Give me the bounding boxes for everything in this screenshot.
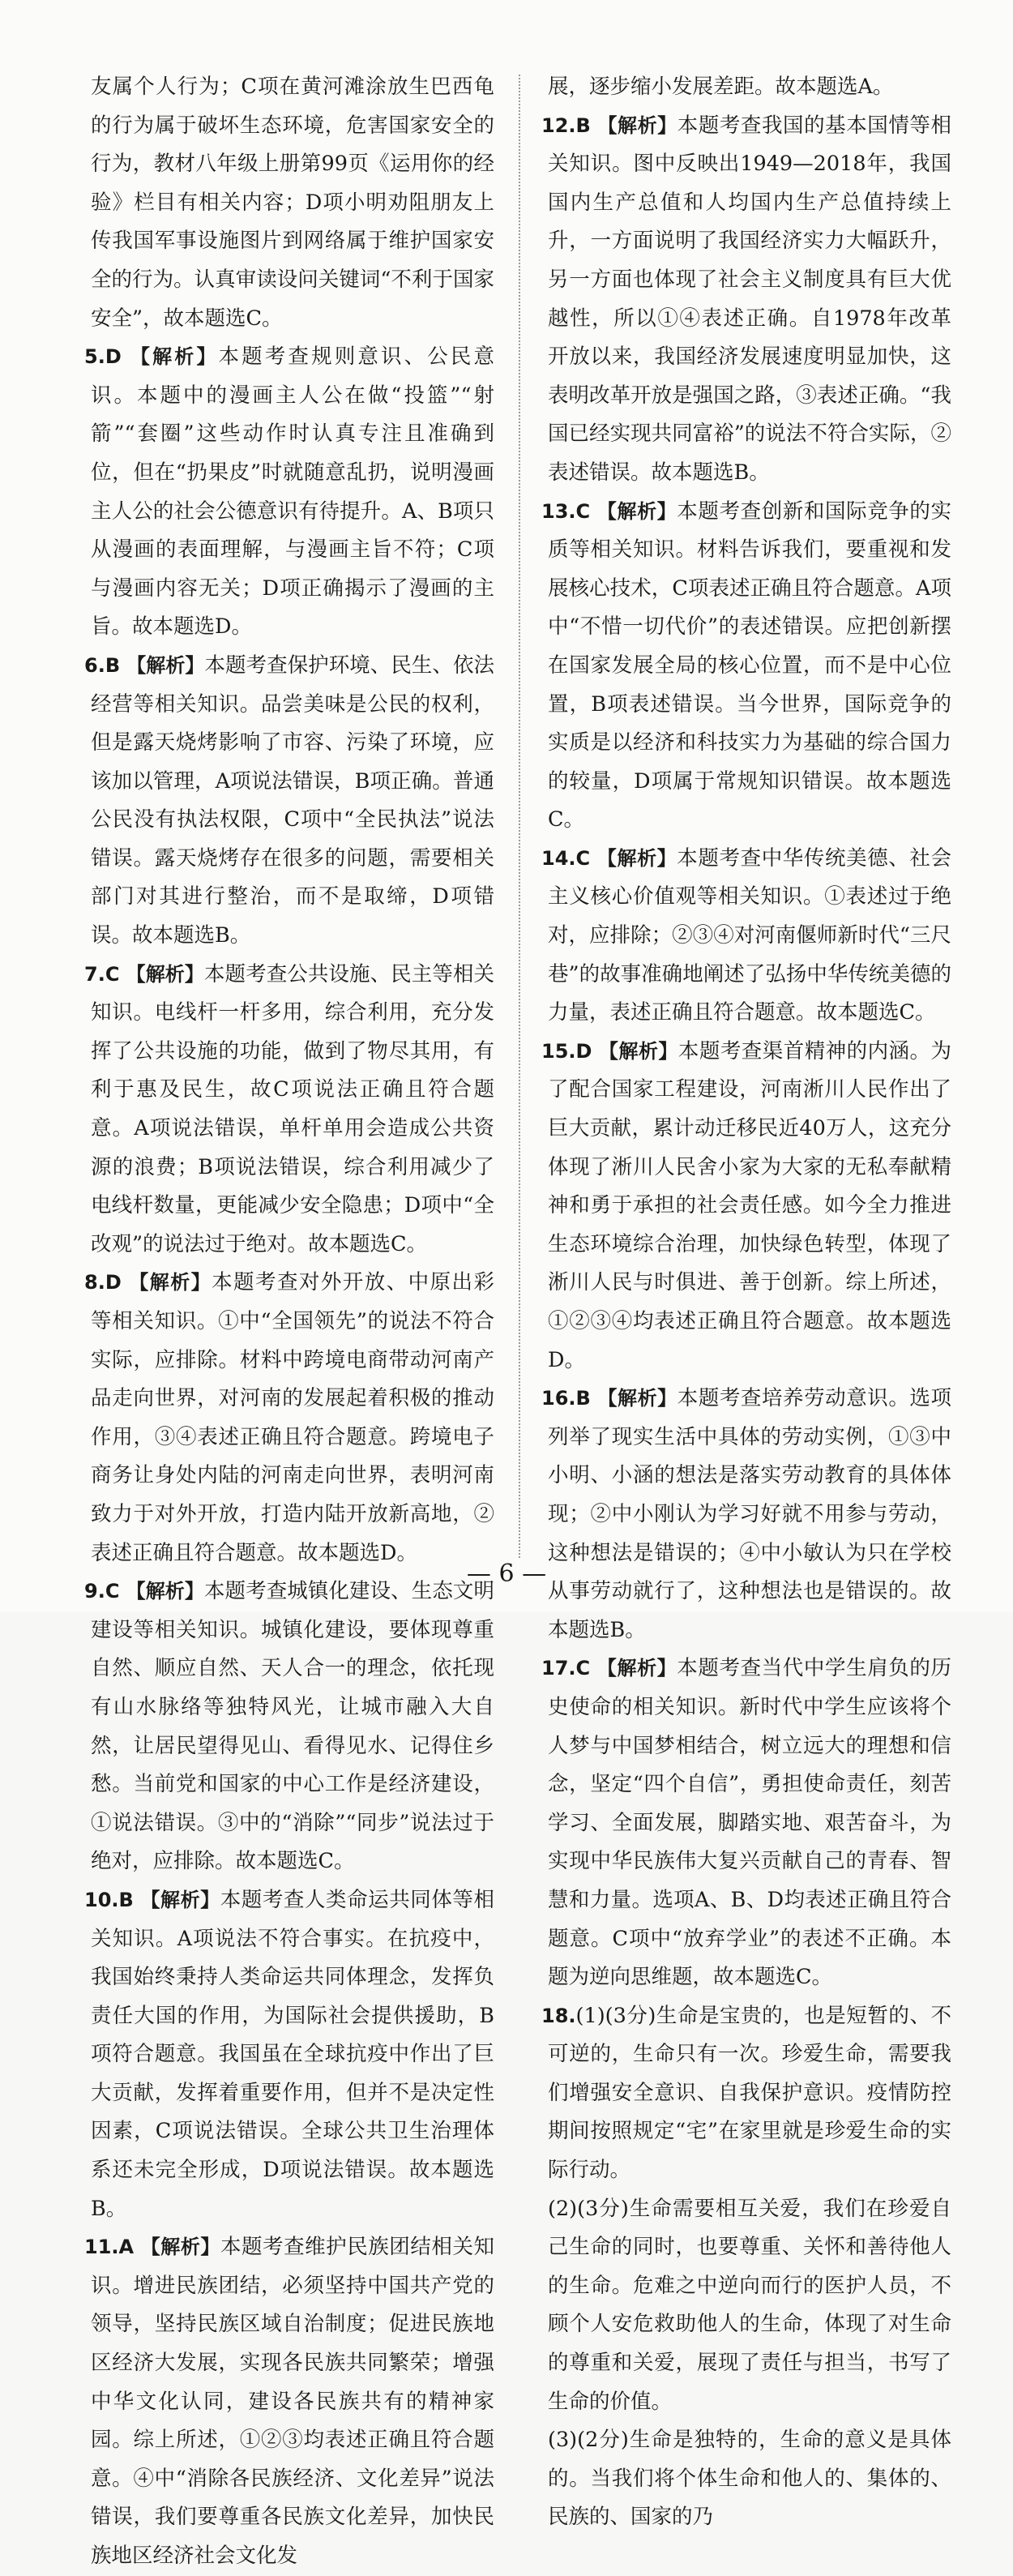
question-number: 12.B [541,113,591,137]
entry-12 [541,107,951,493]
analysis-text: 本题考查对外开放、中原出彩等相关知识。①中“全国领先”的说法不符合实际，应排除。材料中跨境电商带动河南产品走向世界，对河南的发展起着积极的推动作用，③④表述正确且符合题意。跨境电子商务让身处内陆的河南走向世界，表明河南致力于对外开放，打造内陆开放新高地，②表述正确且符合题意。故本题选D。 [91,1270,494,1565]
analysis-tag: 【解析】 [599,1039,678,1063]
analysis-text: 本题考查城镇化建设、生态文明建设等相关知识。城镇化建设，要体现尊重自然、顺应自然、天人合一的理念，依托现有山水脉络等独特风光，让城市融入大自然，让居民望得见山、看得见水、记得住乡愁。当前党和国家的中心工作是经济建设，①说法错误。③中的“消除”“同步”说法过于绝对，应排除。故本题选C。 [91,1579,494,1874]
question-number: 10.B [84,1888,134,1911]
question-number: 17.C [541,1657,591,1680]
analysis-tag: 【解析】 [130,345,219,369]
question-number: 6.B [84,653,121,677]
analysis-tag: 【解析】 [126,962,204,986]
right-column [541,68,952,2537]
answer-text: (1)(3分)生命是宝贵的，也是短暂的、不可逆的，生命只有一次。珍爱生命，需要我们增强安全意识、自我保护意识。疫情防控期间按照规定“宅”在家里就是珍爱生命的实际行动。 [548,2003,951,2183]
analysis-text: 本题考查当代中学生肩负的历史使命的相关知识。新时代中学生应该将个人梦与中国梦相结合，树立远大的理想和信念，坚定“四个自信”，勇担使命责任，刻苦学习、全面发展，脚踏实地、艰苦奋斗，为实现中华民族伟大复兴贡献自己的青春、智慧和力量。选项A、B、D均表述正确且符合题意。C项中“放弃学业”的表述不正确。本题为逆向思维题，故本题选C。 [548,1656,952,1990]
entry-7 [84,956,494,1264]
question-number: 13.C [541,499,591,523]
analysis-tag: 【解析】 [126,653,205,677]
question-number: 9.C [84,1580,120,1603]
analysis-text: 本题考查创新和国际竞争的实质等相关知识。材料告诉我们，要重视和发展核心技术，C项表述正确且符合题意。A项中“不惜一切代价”的表述错误。应把创新摆在国家发展全局的核心位置，而不是中心位置，B项表述错误。当今世界，国际竞争的实质是以经济和科技实力为基础的综合国力的较量，D项属于常规知识错误。故本题选C。 [548,499,952,832]
entry-11 [84,2228,494,2575]
analysis-text: 本题考查渠首精神的内涵。为了配合国家工程建设，河南淅川人民作出了巨大贡献，累计动迁移民近40万人，这充分体现了淅川人民舍小家为大家的无私奉献精神和勇于承担的社会责任感。如今全力推进生态环境综合治理，加快绿色转型，体现了淅川人民与时俱进、善于创新。综上所述，①②③④均表述正确且符合题意。故本题选D。 [548,1038,951,1372]
analysis-tag: 【解析】 [140,2236,220,2259]
analysis-tag: 【解析】 [597,113,677,137]
analysis-text: 本题考查公共设施、民主等相关知识。电线杆一杆多用，综合利用，充分发挥了公共设施的功能，做到了物尽其用，有利于惠及民生，故C项说法正确且符合题意。A项说法错误，单杆单用会造成公共资源的浪费；B项说法错误，综合利用减少了电线杆数量，更能减少安全隐患；D项中“全改观”的说法过于绝对。故本题选C。 [91,961,494,1256]
question-number: 18. [541,2004,576,2027]
entry-17 [541,1650,952,1996]
entry-18-part2 [548,2190,951,2422]
answer-text: (3)(2分)生命是独特的，生命的意义是具体的。当我们将个体生命和他人的、集体的、民族的、国家的乃 [548,2428,951,2530]
entry-5 [84,338,494,647]
question-number: 14.C [541,846,591,870]
analysis-tag: 【解析】 [596,846,677,870]
question-number: 16.B [541,1387,591,1410]
entry-13 [541,493,952,840]
question-number: 8.D [84,1271,122,1294]
analysis-text: 本题考查维护民族团结相关知识。增进民族团结，必须坚持中国共产党的领导，坚持民族区域自治制度；促进民族地区经济大发展，实现各民族共同繁荣；增强中华文化认同，建设各民族共有的精神家园。综上所述，①②③均表述正确且符合题意。④中“消除各民族经济、文化差异”说法错误，我们要尊重各民族文化差异，加快民族地区经济社会文化发 [91,2235,494,2568]
analysis-text: 本题考查中华传统美德、社会主义核心价值观等相关知识。①表述过于绝对，应排除；②③④对河南偃师新时代“三尺巷”的故事准确地阐述了弘扬中华传统美德的力量，表述正确且符合题意。故本题选C。 [548,845,952,1025]
analysis-text: 本题考查我国的基本国情等相关知识。图中反映出1949—2018年，我国国内生产总值和人均国内生产总值持续上升，一方面说明了我国经济实力大幅跃升，另一方面也体现了社会主义制度具有巨大优越性，所以①④表述正确。自1978年改革开放以来，我国经济发展速度明显加快，这表明改革开放是强国之路，③表述正确。“我国已经实现共同富裕”的说法不符合实际，②表述错误。故本题选B。 [548,113,951,485]
entry-9 [84,1573,494,1881]
entry-11-continued: 展，逐步缩小发展差距。故本题选A。 [548,75,894,99]
answer-text: (2)(3分)生命需要相互关爱，我们在珍爱自己生命的同时，也要尊重、关怀和善待他人的生命。危难之中逆向而行的医护人员，不顾个人安危救助他人的生命，体现了对生命的尊重和关爱，展现了责任与担当，书写了生命的价值。 [548,2196,951,2414]
question-number: 15.D [541,1039,592,1063]
analysis-tag: 【解析】 [597,1387,677,1410]
question-number: 5.D [84,345,122,369]
entry-16 [541,1380,951,1650]
analysis-text: 本题考查保护环境、民生、依法经营等相关知识。品尝美味是公民的权利，但是露天烧烤影响了市容、污染了环境，应该加以管理，A项说法错误，B项正确。普通公民没有执法权限，C项中“全民执法”说法错误。露天烧烤存在很多的问题，需要相关部门对其进行整治，而不是取缔，D项错误。故本题选B。 [91,653,494,948]
question-number: 7.C [84,962,120,986]
entry-6 [84,647,494,956]
analysis-tag: 【解析】 [596,1657,677,1680]
analysis-tag: 【解析】 [596,499,677,523]
entry-8 [84,1264,494,1573]
entry-4-continued: 友属个人行为；C项在黄河滩涂放生巴西龟的行为属于破坏生态环境，危害国家安全的行为，教材八年级上册第99页《运用你的经验》栏目有相关内容；D项小明劝阻朋友上传我国军事设施图片到网络属于维护国家安全的行为。认真审读设问关键词“不利于国家安全”，故本题选C。 [91,75,494,331]
left-column [84,68,494,2576]
entry-15 [541,1033,951,1380]
analysis-tag: 【解析】 [129,1271,212,1294]
entry-18-part3 [548,2421,951,2537]
entry-14 [541,840,952,1033]
analysis-tag: 【解析】 [140,1888,220,1911]
question-number: 11.A [84,2236,135,2259]
analysis-text: 本题考查人类命运共同体等相关知识。A项说法不符合事实。在抗疫中，我国始终秉持人类命运共同体理念，发挥负责任大国的作用，为国际社会提供援助，B项符合题意。我国虽在全球抗疫中作出了巨大贡献，发挥着重要作用，但并不是决定性因素，C项说法错误。全球公共卫生治理体系还未完全形成，D项说法错误。故本题选B。 [91,1887,494,2221]
analysis-text: 本题考查规则意识、公民意识。本题中的漫画主人公在做“投篮”“射箭”“套圈”这些动作时认真专注且准确到位，但在“扔果皮”时就随意乱扔，说明漫画主人公的社会公德意识有待提升。A、B项只从漫画的表面理解，与漫画主旨不符；C项与漫画内容无关；D项正确揭示了漫画的主旨。故本题选D。 [91,344,494,640]
page-number: — 6 — [466,1560,547,1588]
entry-18-part1 [541,1997,951,2190]
analysis-text: 本题考查培养劳动意识。选项列举了现实生活中具体的劳动实例，①③中小明、小涵的想法是落实劳动教育的具体体现；②中小刚认为学习好就不用参与劳动，这种想法是错误的；④中小敏认为只在学校从事劳动就行了，这种想法也是错误的。故本题选B。 [548,1386,951,1642]
analysis-tag: 【解析】 [126,1580,204,1603]
column-divider [519,75,520,1558]
entry-10 [84,1881,494,2228]
